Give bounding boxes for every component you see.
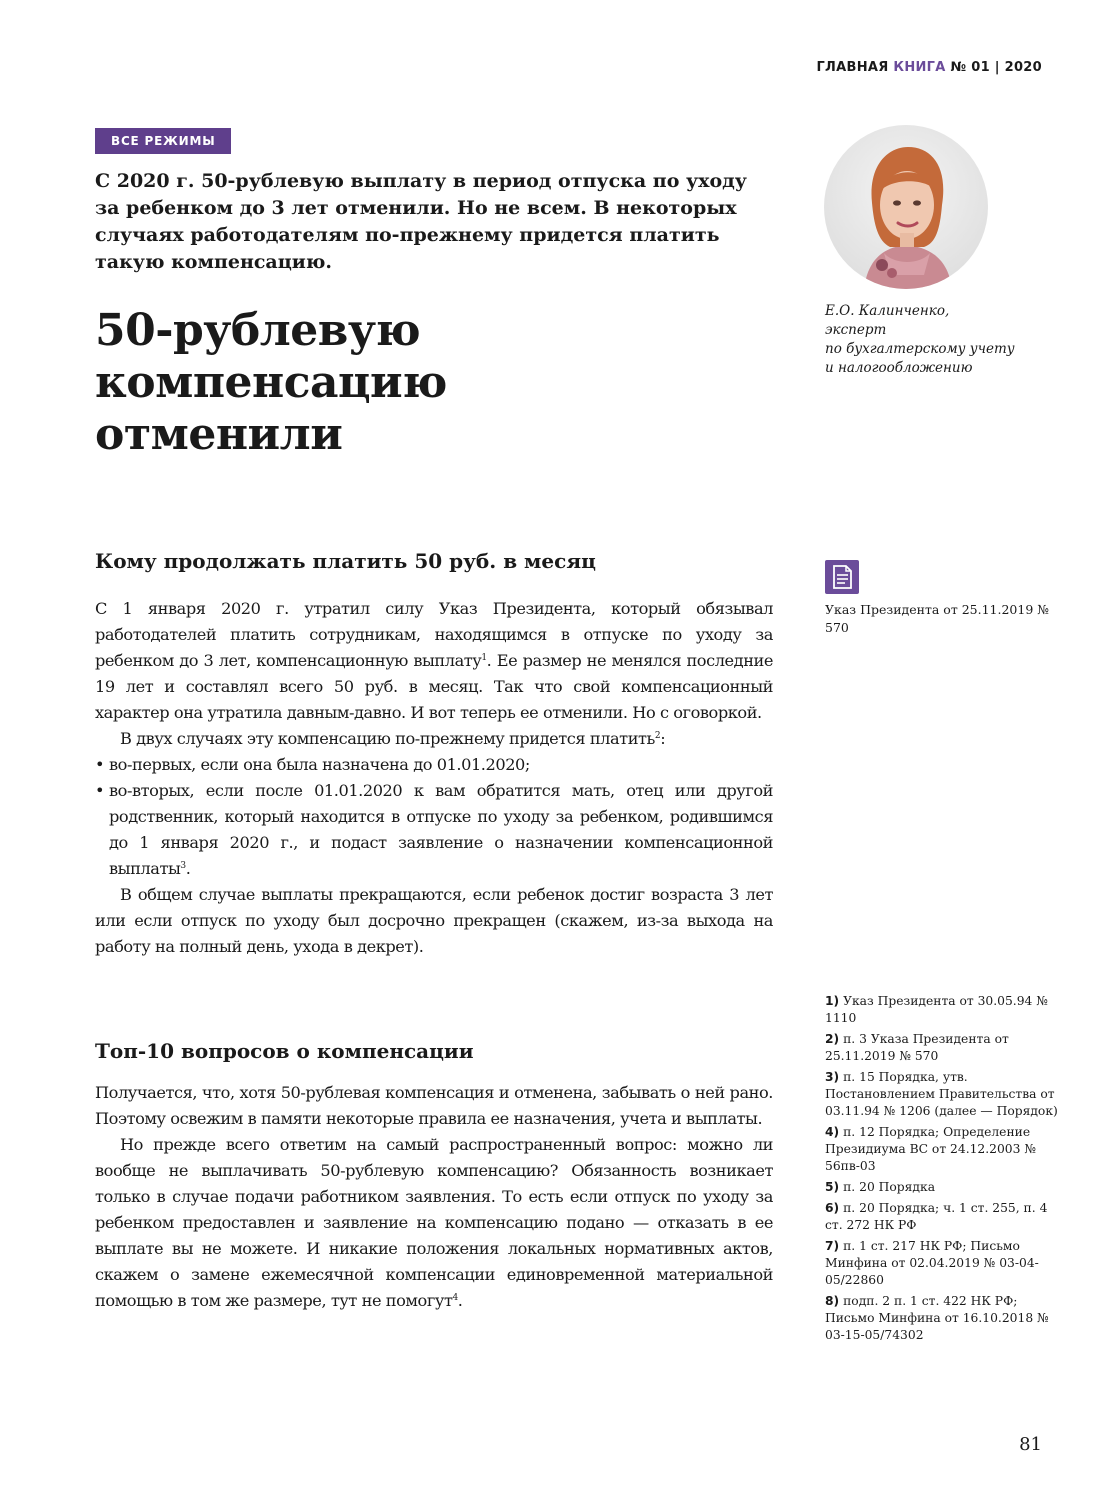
section-2-body	[95, 1080, 773, 1314]
footnote-ref: 3	[180, 861, 186, 871]
brand-main: ГЛАВНАЯ	[816, 60, 889, 75]
section-1-paragraph-2: В двух случаях эту компенсацию по-прежнему придется платить$^2$:	[120, 729, 666, 748]
section-2-paragraph-1: Получается, что, хотя 50-рублевая компенсация и отменена, забывать о ней рано. Поэтому освежим в памяти некоторые правила ее назначения, учета и выплаты.	[95, 1083, 773, 1128]
section-1-paragraph-3: В общем случае выплаты прекращаются, если ребенок достиг возраста 3 лет или если отпуск по уходу был досрочно прекращен (скажем, из-за выхода на работу на полный день, ухода в декрет).	[95, 885, 773, 956]
author-photo	[824, 125, 988, 289]
section-heading-2: Топ-10 вопросов о компенсации	[95, 1039, 474, 1063]
brand-accent: КНИГА	[893, 60, 946, 75]
article-lead: С 2020 г. 50-рублевую выплату в период отпуска по уходу за ребенком до 3 лет отменили. Но не всем. В некоторых случаях работодателям по-прежнему придется платить такую компенсацию.	[95, 170, 747, 273]
issue-number: № 01 | 2020	[950, 60, 1042, 75]
section-1-paragraph-1: С 1 января 2020 г. утратил силу Указ Президента, который обязывал работодателей платить сотрудникам, находящимся в отпуске по уходу за ребенком до 3 лет, компенсационную выплату$^1$. Ее размер не менялся последние 19 лет и составлял всего 50 руб. в месяц. Так что свой компенсационный характер она утратила давным-давно. И вот теперь ее отменили. Но с оговоркой.	[95, 599, 774, 722]
footnotes-list	[825, 993, 1060, 1348]
author-role-line3: и налогообложению	[825, 360, 973, 376]
rubric-badge: ВСЕ РЕЖИМЫ	[95, 128, 231, 154]
title-line-1: 50-рублевую	[95, 305, 421, 356]
author-role: эксперт	[825, 322, 887, 338]
footnote-ref: 2	[654, 731, 661, 741]
page-number: 81	[1019, 1434, 1042, 1455]
document-icon	[825, 560, 859, 594]
section-2-paragraph-2: Но прежде всего ответим на самый распространенный вопрос: можно ли вообще не выплачивать 50-рублевую компенсацию? Обязанность возникает только в случае подачи работником заявления. То есть если отпуск по уходу за ребенком предоставлен и заявление на компенсацию подано — отказать в ее выплате вы не можете. И никакие положения локальных нормативных актов, скажем о замене ежемесячной компенсации единовременной материальной помощью в том же размере, тут не помогут$^4$.	[95, 1135, 773, 1310]
article-title	[95, 305, 755, 461]
author-role-line2: по бухгалтерскому учету	[825, 341, 1015, 357]
author-portrait-illustration	[824, 125, 988, 289]
title-line-2: компенсацию	[95, 357, 447, 408]
footnote-item: 5) п. 20 Порядка	[825, 1180, 936, 1194]
footnote-item: 6) п. 20 Порядка; ч. 1 ст. 255, п. 4 ст. 272 НК РФ	[825, 1201, 1048, 1232]
author-name: Е.О. Калинченко,	[825, 303, 950, 319]
footnote-item: 3) п. 15 Порядка, утв. Постановлением Правительства от 03.11.94 № 1206 (далее — Порядок)	[825, 1070, 1058, 1118]
title-line-3: отменили	[95, 409, 343, 460]
footnote-ref: 4	[452, 1293, 458, 1303]
bullet-list	[95, 752, 773, 882]
section-1-body	[95, 596, 773, 960]
section-heading-1: Кому продолжать платить 50 руб. в месяц	[95, 549, 596, 573]
magazine-masthead	[816, 60, 1042, 75]
author-caption	[825, 302, 1065, 378]
footnote-item: 7) п. 1 ст. 217 НК РФ; Письмо Минфина от 02.04.2019 № 03-04-05/22860	[825, 1239, 1039, 1287]
sidebar-reference: Указ Президента от 25.11.2019 № 570	[825, 602, 1050, 635]
footnote-item: 1) Указ Президента от 30.05.94 № 1110	[825, 994, 1048, 1025]
list-item: • во-вторых, если после 01.01.2020 к вам обратится мать, отец или другой родственник, который находится в отпуске по уходу за ребенком, родившимся до 1 января 2020 г., и подаст заявление о назначении компенсационной выплаты$^3$.	[95, 778, 773, 882]
footnote-ref: 1	[481, 653, 487, 663]
footnote-item: 2) п. 3 Указа Президента от 25.11.2019 № 570	[825, 1032, 1009, 1063]
list-item: • во-первых, если она была назначена до 01.01.2020;	[95, 752, 773, 778]
footnote-item: 8) подп. 2 п. 1 ст. 422 НК РФ; Письмо Минфина от 16.10.2018 № 03-15-05/74302	[825, 1294, 1049, 1342]
footnote-item: 4) п. 12 Порядка; Определение Президиума ВС от 24.12.2003 № 56пв-03	[825, 1125, 1037, 1173]
